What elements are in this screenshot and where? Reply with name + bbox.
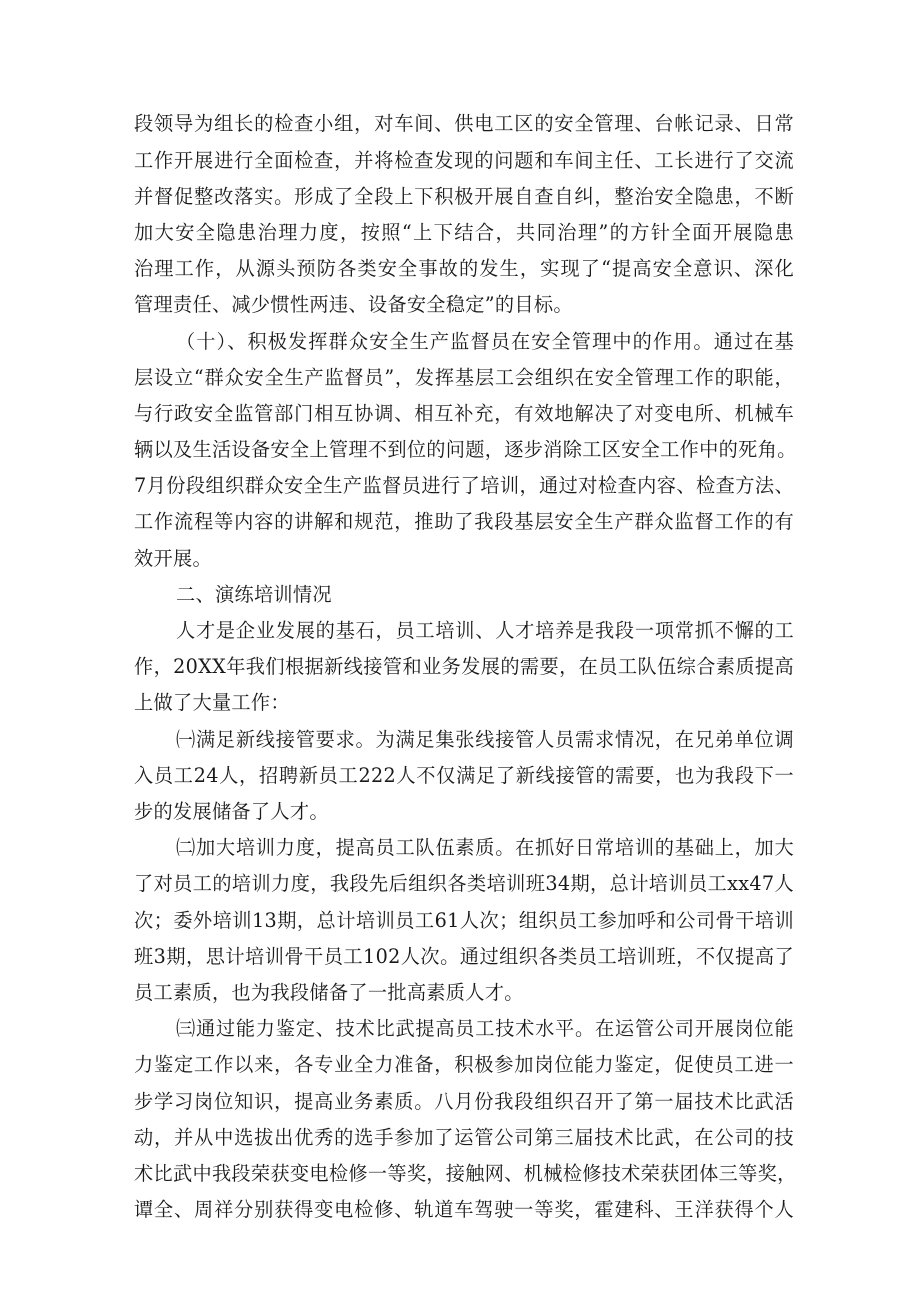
text-line: 工作开展进行全面检查，并将检查发现的问题和车间主任、工长进行了交流: [134, 149, 794, 172]
text-line: 工作流程等内容的讲解和规范，推助了我段基层安全生产群众监督工作的有: [134, 510, 794, 533]
text-line: 作，20XX年我们根据新线接管和业务发展的需要，在员工队伍综合素质提高: [134, 655, 794, 678]
text-line: 次；委外培训13期，总计培训员工61人次；组织员工参加呼和公司骨干培训: [134, 909, 794, 932]
text-line: 员工素质，也为我段储备了一批高素质人才。: [134, 981, 524, 1004]
text-line: 加大安全隐患治理力度，按照“上下结合，共同治理”的方针全面开展隐患: [134, 221, 794, 244]
text-line: 管理责任、减少惯性两违、设备安全稳定”的目标。: [134, 293, 573, 316]
text-line: 班3期，思计培训骨干员工102人次。通过组织各类员工培训班，不仅提高了: [134, 945, 794, 968]
section-heading: 二、演练培训情况: [176, 583, 332, 606]
text-line: 了对员工的培训力度，我段先后组织各类培训班34期，总计培训员工xx47人: [134, 872, 794, 895]
paragraph-first-line: ㈢通过能力鉴定、技术比武提高员工技术水平。在运管公司开展岗位能: [176, 1017, 794, 1040]
text-line: 谭全、周祥分别获得变电检修、轨道车驾驶一等奖，霍建科、王洋获得个人: [134, 1198, 794, 1221]
paragraph-first-line: （十）、积极发挥群众安全生产监督员在安全管理中的作用。通过在基: [176, 330, 794, 353]
text-line: 术比武中我段荣获变电检修一等奖，接触网、机械检修技术荣获团体三等奖，: [134, 1162, 797, 1185]
text-line: 7月份段组织群众安全生产监督员进行了培训，通过对检查内容、检查方法、: [134, 474, 794, 497]
paragraph-first-line: 人才是企业发展的基石，员工培训、人才培养是我段一项常抓不懈的工: [176, 619, 794, 642]
text-line: 步的发展储备了人才。: [134, 800, 329, 823]
text-line: 入员工24人，招聘新员工222人不仅满足了新线接管的需要，也为我段下一: [134, 764, 794, 787]
text-line: 力鉴定工作以来，各专业全力准备，积极参加岗位能力鉴定，促使员工进一: [134, 1053, 794, 1076]
paragraph-first-line: ㈡加大培训力度，提高员工队伍素质。在抓好日常培训的基础上，加大: [176, 836, 794, 859]
text-line: 治理工作，从源头预防各类安全事故的发生，实现了“提高安全意识、深化: [134, 257, 794, 280]
text-line: 段领导为组长的检查小组，对车间、供电工区的安全管理、台帐记录、日常: [134, 112, 794, 135]
text-line: 与行政安全监管部门相互协调、相互补充，有效地解决了对变电所、机械车: [134, 402, 794, 425]
text-line: 辆以及生活设备安全上管理不到位的问题，逐步消除工区安全工作中的死角。: [134, 438, 797, 461]
text-line: 效开展。: [134, 547, 212, 570]
text-line: 上做了大量工作：: [134, 691, 290, 714]
text-line: 步学习岗位知识，提高业务素质。八月份我段组织召开了第一届技术比武活: [134, 1090, 794, 1113]
text-line: 并督促整改落实。形成了全段上下积极开展自查自纠，整治安全隐患，不断: [134, 185, 794, 208]
text-line: 动，并从中选拔出优秀的选手参加了运管公司第三届技术比武，在公司的技: [134, 1126, 794, 1149]
text-line: 层设立“群众安全生产监督员”，发挥基层工会组织在安全管理工作的职能，: [134, 366, 794, 389]
paragraph-first-line: ㈠满足新线接管要求。为满足集张线接管人员需求情况，在兄弟单位调: [176, 728, 794, 751]
